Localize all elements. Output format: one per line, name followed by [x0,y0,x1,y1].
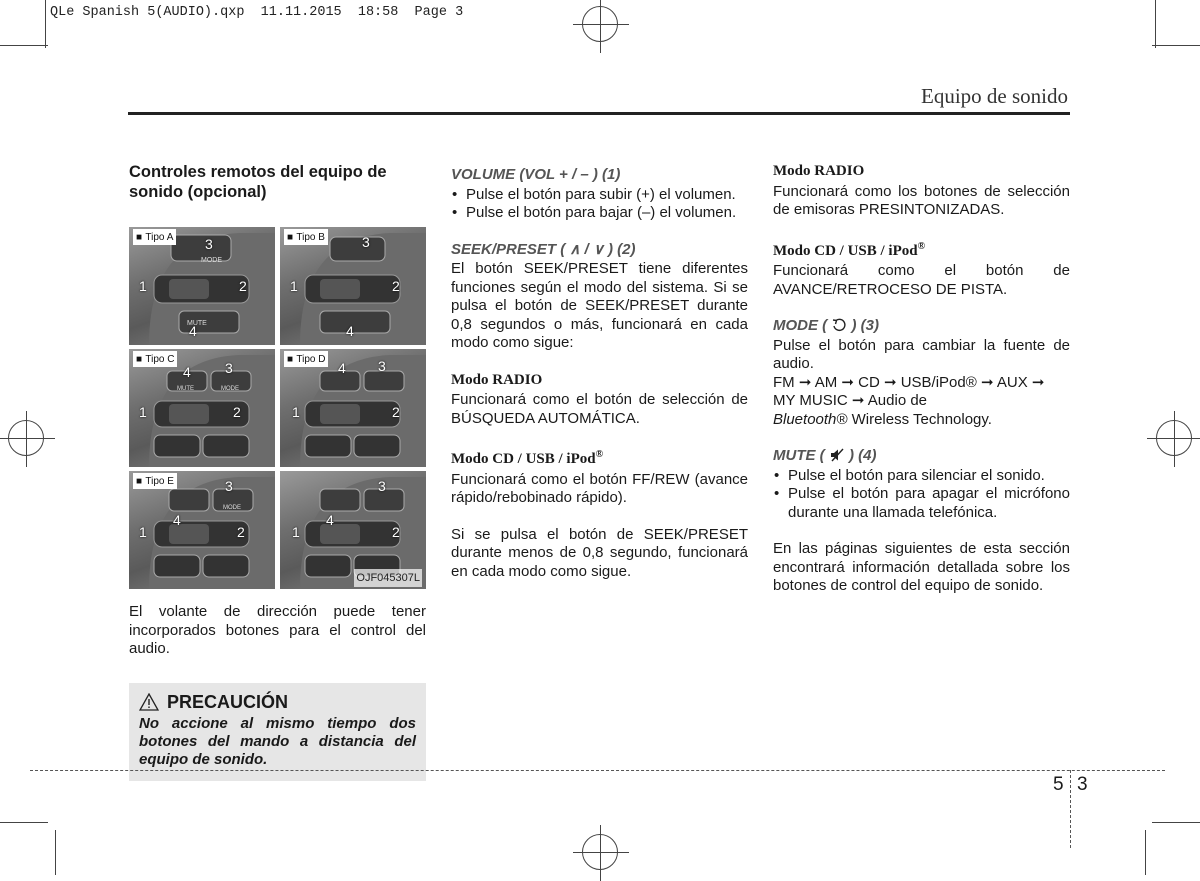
panel-tipo-c [129,349,275,467]
callout-1: 1 [139,404,147,420]
list-item: • Pulse el botón para subir (+) el volumen. [451,186,748,205]
mute-heading-text: MUTE ( [773,447,825,464]
crop-mark [1145,830,1146,875]
list-item: • Pulse el botón para apagar el micrófono durante una llamada telefónica. [773,485,1070,522]
key-label-mode: MODE [221,386,239,392]
crop-mark [1152,822,1200,823]
cd-mode-heading-text: Modo CD / USB / iPod [773,242,918,259]
panel-tipo-a [129,227,275,345]
panel-tipo-e [129,471,275,589]
panel-label-text: Tipo B [296,232,325,243]
footer-rule [30,770,1165,771]
remote-controls-heading: Controles remotos del equipo de sonido (opcional) [129,163,387,201]
callout-4: 4 [173,512,181,528]
callout-3: 3 [225,360,233,376]
panel-label: ■ Tipo A [133,229,176,245]
crop-mark [0,45,48,46]
panel-tipo-d [280,349,426,467]
registration-mark [582,834,618,870]
panel-label: ■ Tipo E [133,473,177,489]
caution-title-row [139,693,416,712]
mode-body: Pulse el botón para cambiar la fuente de audio. [773,336,1070,372]
panel-label-text: Tipo A [145,232,174,243]
callout-3: 3 [362,234,370,250]
caution-body: No accione al mismo tiempo dos botones del mando a distancia del equipo de sonido. [139,715,416,768]
remote-controls-body: El volante de dirección puede tener incorporados botones para el control del audio. [129,603,426,657]
wireless-text: Wireless Technology. [847,410,992,428]
mode-heading-text: MODE ( [773,317,828,334]
mute-heading [773,447,1070,466]
crop-mark [1155,0,1156,48]
callout-4: 4 [338,360,346,376]
seek-heading: SEEK/PRESET ( ∧ / ∨ ) (2) [451,240,636,258]
callout-4: 4 [326,512,334,528]
volume-heading: VOLUME (VOL + / – ) (1) [451,166,621,183]
print-header: QLe Spanish 5(AUDIO).qxp 11.11.2015 18:58 Page 3 [50,5,464,20]
key-label-mute: MUTE [177,386,194,392]
callout-3: 3 [225,478,233,494]
callout-1: 1 [139,524,147,540]
column-2 [451,166,748,581]
chapter-number: 5 [1053,774,1064,795]
registration-mark [1156,420,1192,456]
figure-code: OJF045307L [354,569,422,588]
panel-label-text: Tipo C [145,354,175,365]
mute-list [773,467,1070,523]
cd-mode-heading [773,238,1070,261]
page-number-divider [1070,770,1071,848]
callout-3: 3 [378,358,386,374]
bluetooth-text: Bluetooth® [773,410,848,428]
cd-mode-heading-text: Modo CD / USB / iPod [451,451,596,467]
callout-2: 2 [392,278,400,294]
caution-box [129,683,426,782]
mode-cycle-icon [831,317,847,333]
radio-mode-body: Funcionará como los botones de selección de emisoras PRESINTONIZADAS. [773,182,1070,218]
cd-mode-heading [451,446,748,469]
mode-heading-number: ) (3) [851,317,880,334]
panel-tipo-b [280,227,426,345]
crop-mark [0,822,48,823]
seek-body: El botón SEEK/PRESET tiene diferentes funciones según el modo del sistema. Si se pulsa el botón de SEEK/PRESET durante 0,8 segundos o más, funcionará en cada modo como sigue: [451,260,748,351]
callout-3: 3 [378,478,386,494]
volume-list [451,186,748,223]
panel-label: ■ Tipo C [133,351,177,367]
crop-mark [45,0,46,48]
closing-body: En las páginas siguientes de esta sección encontrará información detallada sobre los botones de control del equipo de sonido. [773,540,1070,594]
bluetooth-line [773,411,1070,430]
column-1 [129,162,426,781]
short-press-body: Si se pulsa el botón de SEEK/PRESET durante menos de 0,8 segundo, funcionará en cada modo como sigue. [451,525,748,580]
callout-4: 4 [346,323,354,339]
crop-mark [1152,45,1200,46]
callout-2: 2 [233,404,241,420]
callout-1: 1 [292,524,300,540]
panel-label-text: Tipo E [145,476,174,487]
list-item: • Pulse el botón para silenciar el sonido. [773,467,1070,486]
registered-mark: ® [917,240,926,252]
key-label-mode: MODE [223,505,241,511]
callout-1: 1 [139,278,147,294]
cd-mode-body: Funcionará como el botón FF/REW (avance rápido/rebobinado rápido). [451,470,748,506]
mode-heading [773,317,1070,336]
section-title: Equipo de sonido [921,84,1068,108]
steering-remote-figure [129,227,426,589]
panel-label: ■ Tipo B [284,229,328,245]
cd-mode-body: Funcionará como el botón de AVANCE/RETROCESO DE PISTA. [773,262,1070,298]
page-number: 3 [1077,774,1088,795]
column-3 [773,162,1070,596]
callout-2: 2 [237,524,245,540]
radio-mode-heading: Modo RADIO [773,163,865,179]
callout-4: 4 [189,323,197,339]
callout-2: 2 [392,524,400,540]
mode-sequence: FM ➞ AM ➞ CD ➞ USB/iPod® ➞ AUX ➞ MY MUSIC ➞ Audio de [773,373,1045,409]
callout-1: 1 [290,278,298,294]
radio-mode-body: Funcionará como el botón de selección de BÚSQUEDA AUTOMÁTICA. [451,391,748,427]
mute-heading-number: ) (4) [849,447,877,464]
registered-mark: ® [595,449,604,460]
registration-mark [582,6,618,42]
callout-2: 2 [392,404,400,420]
crop-mark [55,830,56,875]
callout-4: 4 [183,364,191,380]
registration-mark [8,420,44,456]
callout-1: 1 [292,404,300,420]
mute-speaker-icon [829,447,845,463]
key-label-mode: MODE [201,257,222,264]
callout-3: 3 [205,236,213,252]
warning-triangle-icon [139,693,159,711]
panel-label-text: Tipo D [296,354,326,365]
title-rule [128,112,1070,115]
callout-2: 2 [239,278,247,294]
radio-mode-heading: Modo RADIO [451,371,543,388]
key-label-mute: MUTE [187,320,207,327]
panel-label: ■ Tipo D [284,351,328,367]
list-item: • Pulse el botón para bajar (–) el volumen. [451,204,748,223]
caution-title: PRECAUCIÓN [167,691,289,712]
